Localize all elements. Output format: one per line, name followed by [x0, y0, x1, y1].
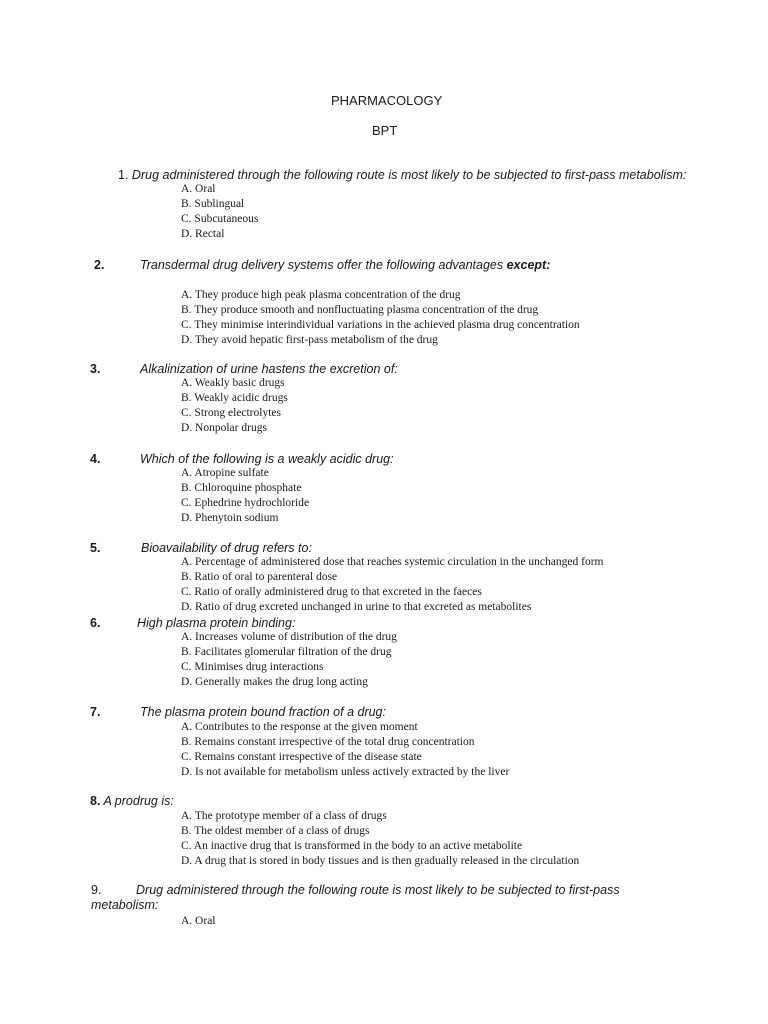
options-9 [181, 914, 216, 929]
question-2 [140, 258, 550, 272]
options-2 [181, 288, 580, 348]
option-a: A. Oral [181, 915, 216, 927]
question-text: Bioavailability of drug refers to: [141, 541, 312, 555]
option-d: D. Rectal [181, 228, 225, 240]
options-4 [181, 466, 309, 526]
option-c: C. Ephedrine hydrochloride [181, 497, 310, 509]
option-a: A. They produce high peak plasma concentration of the drug [181, 289, 461, 301]
option-a: A. Increases volume of distribution of the drug [181, 631, 397, 643]
question-number: 9. [91, 883, 102, 897]
question-text: A prodrug is: [103, 794, 174, 808]
question-number: 7. [90, 705, 101, 719]
option-b: B. Weakly acidic drugs [181, 392, 288, 404]
option-c: C. Remains constant irrespective of the disease state [181, 751, 422, 763]
question-number: 4. [90, 452, 101, 466]
options-7 [181, 720, 509, 780]
option-c: C. Strong electrolytes [181, 407, 281, 419]
option-d: D. Nonpolar drugs [181, 422, 267, 434]
option-a: A. Percentage of administered dose that reaches systemic circulation in the unchanged form [181, 556, 604, 568]
options-5 [181, 555, 603, 615]
option-a: A. Atropine sulfate [181, 467, 269, 479]
option-b: B. Chloroquine phosphate [181, 482, 302, 494]
option-d: D. Ratio of drug excreted unchanged in urine to that excreted as metabolites [181, 601, 532, 613]
option-c: C. Minimises drug interactions [181, 661, 324, 673]
question-text: Drug administered through the following route is most likely to be subjected to first-pass metabolism: [131, 168, 687, 182]
option-d: D. Is not available for metabolism unless actively extracted by the liver [181, 766, 510, 778]
question-text-continued: metabolism: [91, 898, 159, 912]
option-b: B. They produce smooth and nonfluctuating plasma concentration of the drug [181, 304, 539, 316]
question-8 [90, 794, 174, 808]
option-d: D. A drug that is stored in body tissues and is then gradually released in the circulation [181, 855, 580, 867]
option-d: D. Generally makes the drug long acting [181, 676, 368, 688]
question-emphasis: except: [506, 258, 551, 272]
question-number: 1. [118, 168, 129, 182]
option-b: B. Ratio of oral to parenteral dose [181, 571, 338, 583]
question-text: The plasma protein bound fraction of a drug: [140, 705, 386, 719]
option-b: B. Sublingual [181, 198, 245, 210]
question-text: High plasma protein binding: [137, 616, 296, 630]
options-3 [181, 376, 288, 436]
option-c: C. Ratio of orally administered drug to that excreted in the faeces [181, 586, 482, 598]
option-b: B. Facilitates glomerular filtration of the drug [181, 646, 392, 658]
option-b: B. Remains constant irrespective of the total drug concentration [181, 736, 475, 748]
option-a: A. Weakly basic drugs [181, 377, 285, 389]
option-c: C. An inactive drug that is transformed in the body to an active metabolite [181, 840, 523, 852]
question-text: Which of the following is a weakly acidic drug: [140, 452, 394, 466]
question-number: 8. [90, 794, 101, 808]
page-title: PHARMACOLOGY [331, 93, 443, 108]
question-text: Transdermal drug delivery systems offer the following advantages [140, 258, 507, 272]
question-number: 5. [90, 541, 101, 555]
question-1 [118, 168, 686, 182]
option-c: C. Subcutaneous [181, 213, 259, 225]
page-subtitle: BPT [372, 123, 398, 138]
option-a: A. Contributes to the response at the given moment [181, 721, 418, 733]
option-d: D. Phenytoin sodium [181, 512, 279, 524]
option-a: A. Oral [181, 183, 216, 195]
question-text: Drug administered through the following route is most likely to be subjected to first-pass [136, 883, 620, 897]
question-number: 3. [90, 362, 101, 376]
options-1 [181, 182, 258, 242]
question-number: 6. [90, 616, 101, 630]
option-b: B. The oldest member of a class of drugs [181, 825, 370, 837]
option-d: D. They avoid hepatic first-pass metabolism of the drug [181, 334, 438, 346]
question-text: Alkalinization of urine hastens the excretion of: [140, 362, 398, 376]
option-a: A. The prototype member of a class of drugs [181, 810, 387, 822]
options-8 [181, 809, 579, 869]
option-c: C. They minimise interindividual variations in the achieved plasma drug concentration [181, 319, 580, 331]
options-6 [181, 630, 397, 690]
question-number: 2. [94, 258, 105, 272]
